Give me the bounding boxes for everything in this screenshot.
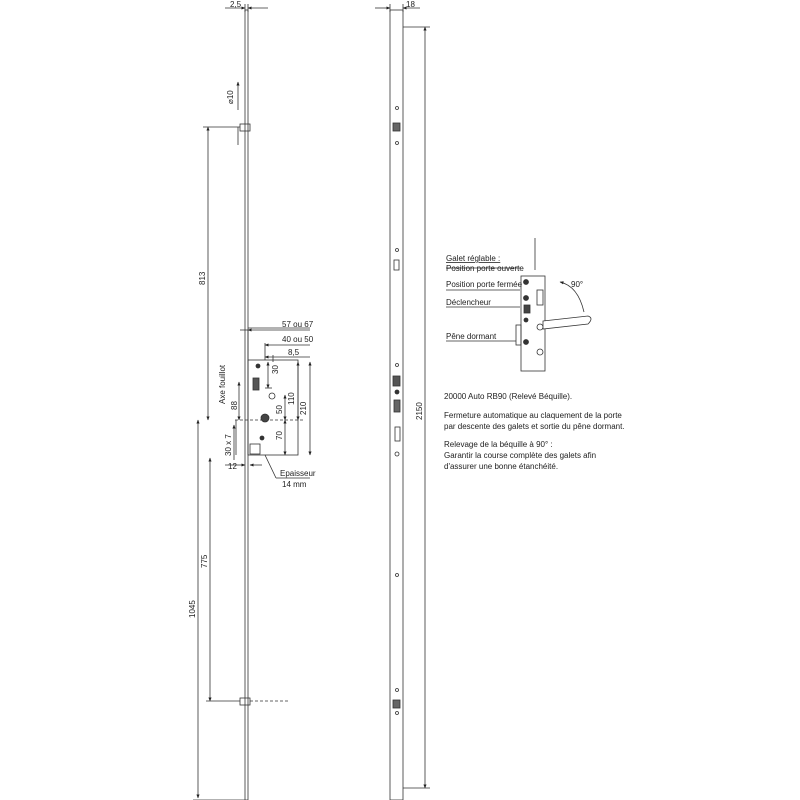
- label-declencheur: Déclencheur: [446, 298, 491, 307]
- note-title: 20000 Auto RB90 (Relevé Béquille).: [444, 392, 573, 401]
- label-ouverte: Position porte ouverte: [446, 264, 524, 273]
- detail-labels: [446, 254, 583, 341]
- note-p2-line3: d'assurer une bonne étanchéité.: [444, 462, 559, 471]
- dim-57-67: 57 ou 67: [282, 320, 314, 329]
- dim-30x7: 30 x 7: [224, 434, 233, 456]
- label-pene: Pêne dormant: [446, 332, 497, 341]
- dim-110: 110: [287, 392, 296, 405]
- label-fermee: Position porte fermée: [446, 280, 523, 289]
- dim-epaisseur: Epaisseur: [280, 469, 316, 478]
- dim-775: 775: [200, 554, 209, 568]
- dim-70: 70: [275, 431, 284, 440]
- note-p2-line1: Relevage de la béquille à 90° :: [444, 440, 553, 449]
- front-view: [375, 4, 430, 800]
- dim-88: 88: [230, 401, 239, 410]
- dim-2150: 2150: [415, 402, 424, 420]
- faceplate-side: [245, 10, 248, 800]
- note-paragraph-1: [444, 410, 634, 432]
- dimension-labels: [188, 0, 424, 618]
- dim-30: 30: [271, 365, 280, 374]
- label-angle: 90°: [571, 280, 584, 289]
- note-p2-line2: Garantir la course complète des galets afin: [444, 451, 597, 460]
- dim-12: 12: [228, 462, 237, 471]
- label-galet: Galet réglable :: [446, 254, 501, 263]
- dim-40-50: 40 ou 50: [282, 335, 314, 344]
- dim-14mm: 14 mm: [282, 480, 307, 489]
- dim-8-5: 8,5: [288, 348, 300, 357]
- dim-50: 50: [275, 405, 284, 414]
- dim-813: 813: [198, 271, 207, 285]
- dim-210: 210: [299, 401, 308, 415]
- note-p1-line1: Fermeture automatique au claquement de la porte: [444, 411, 622, 420]
- note-p1-line2: par descente des galets et sortie du pêne dormant.: [444, 422, 625, 431]
- note-paragraph-2: [444, 439, 634, 472]
- dim-thickness: 2,5: [230, 0, 242, 9]
- dim-width: 18: [406, 0, 415, 9]
- dim-axe-fouillot: Axe fouillot: [218, 364, 227, 404]
- dim-diameter: ⌀10: [226, 90, 235, 104]
- dim-1045: 1045: [188, 600, 197, 618]
